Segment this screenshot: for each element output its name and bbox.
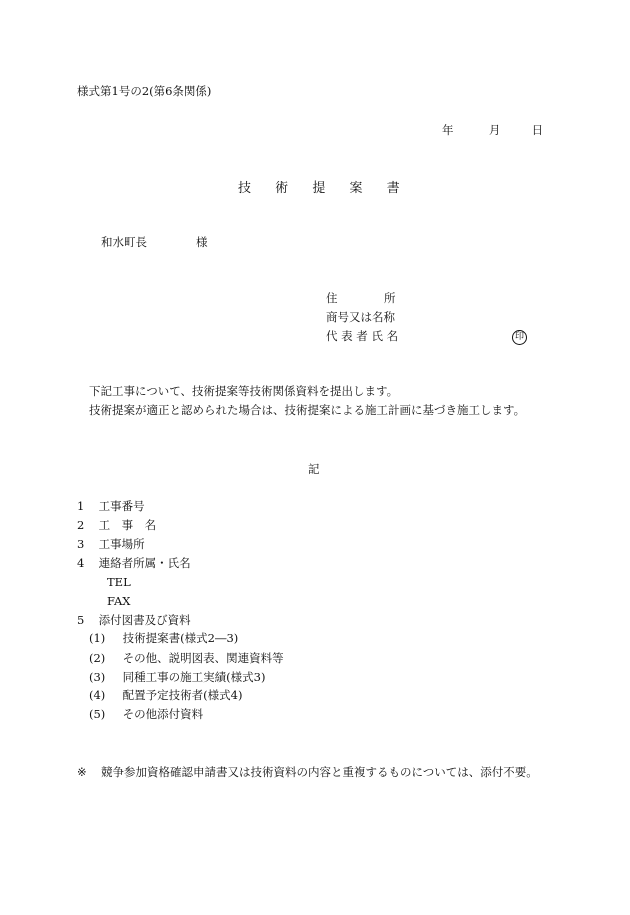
note-text: 競争参加資格確認申請書又は技術資料の内容と重複するものについては、添付不要。 [101,765,538,779]
title-char-5: 書 [386,181,400,196]
date-month: 月 [488,123,501,137]
date-line [442,124,543,138]
addressee-honorific: 様 [196,235,208,249]
title-char-3: 提 [312,181,326,196]
subitem-2 [89,652,284,666]
title-char-2: 術 [275,181,289,196]
company-label: 商号又は名称 [326,310,395,324]
item-number: 3 [77,537,85,551]
subitem-number: (5) [89,707,106,721]
date-day: 日 [531,123,544,137]
ki-heading: 記 [308,462,320,476]
item-label: 工事番号 [98,499,145,513]
item-5 [77,614,191,628]
document-title [228,181,410,197]
date-year: 年 [442,123,454,137]
body-line-1: 下記工事について、技術提案等技術関係資料を提出します。 [89,384,399,398]
item-label: 工 事 名 [98,518,157,532]
subitem-label: その他、説明図表、関連資料等 [122,651,284,665]
item-label: 連絡者所属・氏名 [98,556,191,570]
subitem-5 [89,708,203,722]
form-number: 様式第1号の2(第6条関係) [77,84,212,98]
addressee-name: 和水町長 [101,235,147,249]
item-label: 工事場所 [98,537,145,551]
contact-tel: TEL [107,575,131,589]
item-number: 4 [77,556,85,570]
subitem-label: 配置予定技術者(様式4) [122,688,243,702]
subitem-number: (4) [89,688,106,702]
subitem-3 [89,671,265,685]
title-char-4: 案 [349,181,363,196]
subitem-label: 同種工事の施工実績(様式3) [122,670,266,684]
subitem-4 [89,689,242,703]
subitem-number: (2) [89,651,106,665]
item-1 [77,500,145,514]
title-char-1: 技 [238,181,252,196]
item-number: 2 [77,518,85,532]
item-label: 添付図書及び資料 [98,613,191,627]
item-3 [77,538,145,552]
note-mark: ※ [77,765,87,779]
subitem-label: その他添付資料 [122,707,204,721]
subitem-1 [89,632,238,646]
item-4 [77,557,191,571]
item-number: 5 [77,613,85,627]
body-line-2: 技術提案が適正と認められた場合は、技術提案による施工計画に基づき施工します。 [89,403,526,417]
subitem-number: (3) [89,670,106,684]
address-label-1: 住 [326,291,338,305]
subitem-label: 技術提案書(様式2―3) [122,631,239,645]
item-2 [77,519,156,533]
item-number: 1 [77,499,85,513]
seal-icon: 印 [512,330,527,345]
representative-label: 代 表 者 氏 名 [326,329,399,343]
subitem-number: (1) [89,631,106,645]
contact-fax: FAX [107,594,131,608]
address-label-2: 所 [384,291,396,305]
